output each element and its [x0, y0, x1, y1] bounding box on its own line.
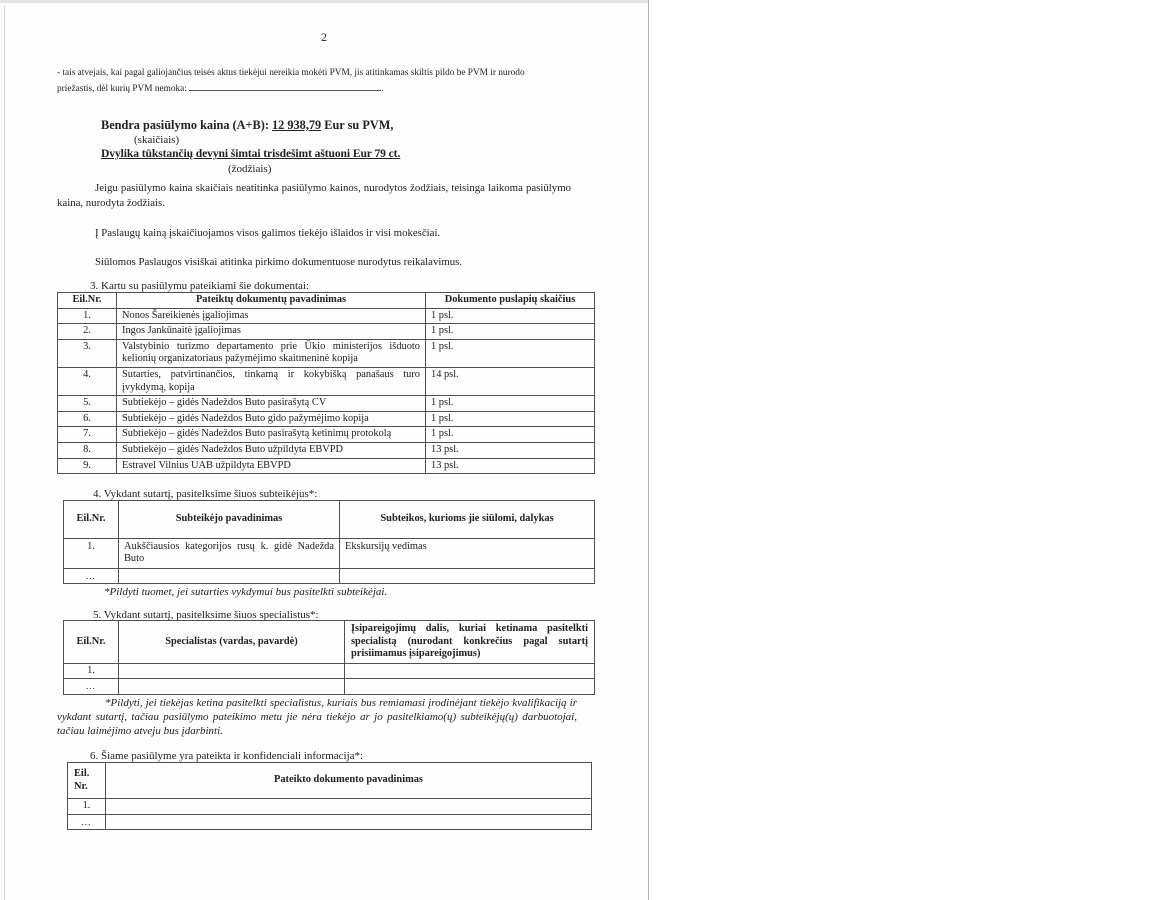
table-row: 9. Estravel Vilnius UAB užpildyta EBVPD 13 psl. [58, 458, 595, 474]
col-header-document-name: Pateikto dokumento pavadinimas [106, 763, 592, 799]
col-header-subject: Subteikos, kurioms jie siūlomi, dalykas [340, 501, 595, 539]
vat-note-line1: - tais atvejais, kai pagal galiojančius teisės aktus tiekėjui nereikia mokėti PVM, jis atitinkamas skiltis pildo be PVM ir nurodo [57, 68, 525, 78]
scan-top-edge [0, 0, 648, 3]
section6-title: 6. Šiame pasiūlyme yra pateikta ir konfidenciali informacija*: [90, 750, 364, 762]
para-services-compliance: Siūlomos Paslaugos visiškai atitinka pirkimo dokumentuose nurodytus reikalavimus. [95, 256, 463, 268]
table-row: ... [64, 679, 595, 695]
vat-note [57, 66, 577, 97]
price-numbers-caption: (skaičiais) [134, 133, 180, 146]
price-words-line: Dvylika tūkstančių devyni šimtai trisdešimt aštuoni Eur 79 ct. [101, 147, 401, 160]
col-header-subcontractor: Subteikėjo pavadinimas [119, 501, 340, 539]
table-row: 6. Subtiekėjo – gidės Nadeždos Buto gido pažymėjimo kopija 1 psl. [58, 411, 595, 427]
table-row: 8. Subtiekėjo – gidės Nadeždos Buto užpildyta EBVPD 13 psl. [58, 442, 595, 458]
col-header-document-name: Pateiktų dokumentų pavadinimas [117, 293, 426, 309]
section5-footnote: *Pildyti, jei tiekėjas ketina pasitelkti specialistus, kuriais bus remiamasi įrodinėjant tiekėjo kvalifikaciją ir vykdant sutartį, tačiau pasiūlymo pateikimo metu jie nėra tiekėjo ar jo pasitelkiamo(ų) subteikėjų(ų) darbuotojai, tačiau laimėjimo atveju bus įdarbinti. [57, 697, 577, 737]
para-price-mismatch: Jeigu pasiūlymo kaina skaičiais neatitinka pasiūlymo kainos, nurodytos žodžiais, teisinga laikoma pasiūlymo kaina, nurodyta žodžiais. [57, 182, 571, 209]
table-row: 1. Nonos Šareikienės įgaliojimas 1 psl. [58, 308, 595, 324]
para-services-cost: Į Paslaugų kainą įskaičiuojamos visos galimos tiekėjo išlaidos ir visi mokesčiai. [95, 227, 441, 239]
subcontractors-table [63, 500, 595, 584]
specialists-table [63, 620, 595, 695]
table-row: 1. [68, 799, 592, 815]
table-row: 5. Subtiekėjo – gidės Nadeždos Buto pasirašytą CV 1 psl. [58, 396, 595, 412]
blank-underline [189, 81, 381, 91]
table-row: 7. Subtiekėjo – gidės Nadeždos Buto pasirašytą ketinimų protokolą 1 psl. [58, 427, 595, 443]
documents-table-header-row [58, 293, 595, 309]
col-header-specialist: Specialistas (vardas, pavardė) [119, 621, 345, 664]
confidential-header-row [68, 763, 592, 799]
col-header-eilnr: Eil.Nr. [64, 501, 119, 539]
price-amount: 12 938,79 [272, 118, 322, 132]
price-words-caption: (žodžiais) [228, 162, 272, 175]
scan-left-edge [4, 6, 5, 900]
col-header-eilnr: Eil.Nr. [58, 293, 117, 309]
col-header-eilnr: Eil. Nr. [68, 763, 106, 799]
table-row: 2. Ingos Jankūnaitė įgaliojimas 1 psl. [58, 324, 595, 340]
page-number: 2 [321, 30, 327, 44]
section4-title: 4. Vykdant sutartį, pasitelksime šiuos subteikėjus*: [93, 488, 318, 500]
col-header-eilnr: Eil.Nr. [64, 621, 119, 664]
table-row: 1. Aukščiausios kategorijos rusų k. gidė Nadežda Buto Ekskursijų vedimas [64, 538, 595, 568]
col-header-obligations: Įsipareigojimų dalis, kuriai ketinama pasitelkti specialistą (nurodant konkrečius pagal sutartį prisiimamus įsipareigojimus) [345, 621, 595, 664]
table-row: 4. Sutarties, patvirtinančios, tinkamą ir kokybišką panašaus turo įvykdymą, kopija 14 psl. [58, 367, 595, 395]
price-suffix: Eur su PVM, [324, 118, 394, 132]
documents-table [57, 292, 595, 474]
table-row: 3. Valstybinio turizmo departamento prie Ūkio ministerijos išduoto kelionių organizatoriaus pažymėjimo skaitmeninė kopija 1 psl. [58, 339, 595, 367]
subcontractors-header-row [64, 501, 595, 539]
price-block [101, 118, 561, 176]
vat-note-line2: priežastis, dėl kurių PVM nemoka: . [57, 81, 577, 97]
col-header-pages: Dokumento puslapių skaičius [426, 293, 595, 309]
specialists-header-row [64, 621, 595, 664]
confidential-info-table [67, 762, 592, 830]
section5-title: 5. Vykdant sutartį, pasitelksime šiuos specialistus*: [93, 609, 319, 621]
table-row: 1. [64, 663, 595, 679]
price-total-line [101, 118, 561, 133]
section4-footnote: *Pildyti tuomet, jei sutarties vykdymui bus pasitelkti subteikėjai. [104, 586, 388, 598]
table-row: ... [68, 814, 592, 830]
price-label: Bendra pasiūlymo kaina (A+B): [101, 118, 269, 132]
table-row: ... [64, 568, 595, 584]
section3-title: 3. Kartu su pasiūlymu pateikiami šie dokumentai: [90, 280, 310, 292]
